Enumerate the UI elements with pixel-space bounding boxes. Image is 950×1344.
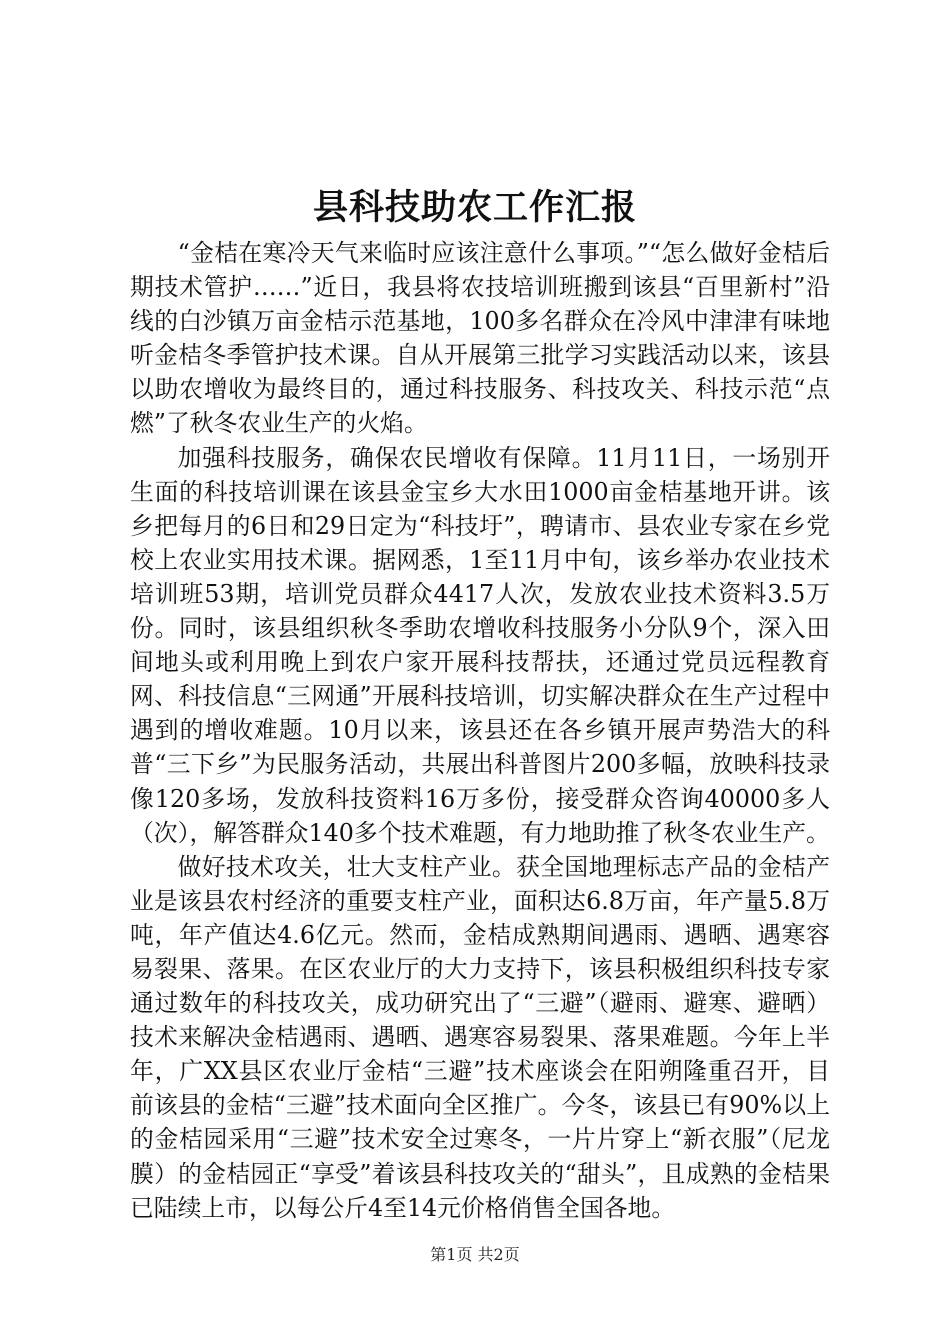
paragraph-intro: “金桔在寒冷天气来临时应该注意什么事项。”“怎么做好金桔后期技术管护……”近日，我县将农技培训班搬到该县“百里新村”沿线的白沙镇万亩金桔示范基地，100多名群众在冷风中津津有味地听金桔冬季管护技术课。自从开展第三批学习实践活动以来，该县以助农增收为最终目的，通过科技服务、科技攻关、科技示范“点燃”了秋冬农业生产的火焰。 <box>130 239 830 438</box>
paragraph-tech-service: 加强科技服务，确保农民增收有保障。11月11日，一场别开生面的科技培训课在该县金宝乡大水田1000亩金桔基地开讲。该乡把每月的6日和29日定为“科技圩”，聘请市、县农业专家在乡党校上农业实用技术课。据网悉，1至11月中旬，该乡举办农业技术培训班53期，培训党员群众4417人次，发放农业技术资料3.5万份。同时，该县组织秋冬季助农增收科技服务小分队9个，深入田间地头或利用晚上到农户家开展科技帮扶，还通过党员远程教育网、科技信息“三网通”开展科技培训，切实解决群众在生产过程中遇到的增收难题。10月以来，该县还在各乡镇开展声势浩大的科普“三下乡”为民服务活动，共展出科普图片200多幅，放映科技录像120多场，发放科技资料16万多份，接受群众咨询40000多人（次），解答群众140多个技术难题，有力地助推了秋冬农业生产。 <box>130 443 830 847</box>
paragraph-tech-research: 做好技术攻关，壮大支柱产业。获全国地理标志产品的金桔产业是该县农村经济的重要支柱产业，面积达6.8万亩，年产量5.8万吨，年产值达4.6亿元。然而，金桔成熟期间遇雨、遇晒、遇寒容易裂果、落果。在区农业厅的大力支持下，该县积极组织科技专家通过数年的科技攻关，成功研究出了“三避”（避雨、避寒、避晒）技术来解决金桔遇雨、遇晒、遇寒容易裂果、落果难题。今年上半年，广XX县区农业厅金桔“三避”技术座谈会在阳朔隆重召开，目前该县的金桔“三避”技术面向全区推广。今冬，该县已有90%以上的金桔园采用“三避”技术安全过寒冬，一片片穿上“新衣服”（尼龙膜）的金桔园正“享受”着该县科技攻关的“甜头”，且成熟的金桔果已陆续上市，以每公斤4至14元价格俏售全国各地。 <box>130 852 830 1222</box>
page-footer: 第1页 共2页 <box>430 1245 520 1264</box>
document-title: 县科技助农工作汇报 <box>312 187 637 228</box>
document-body <box>130 236 830 1225</box>
